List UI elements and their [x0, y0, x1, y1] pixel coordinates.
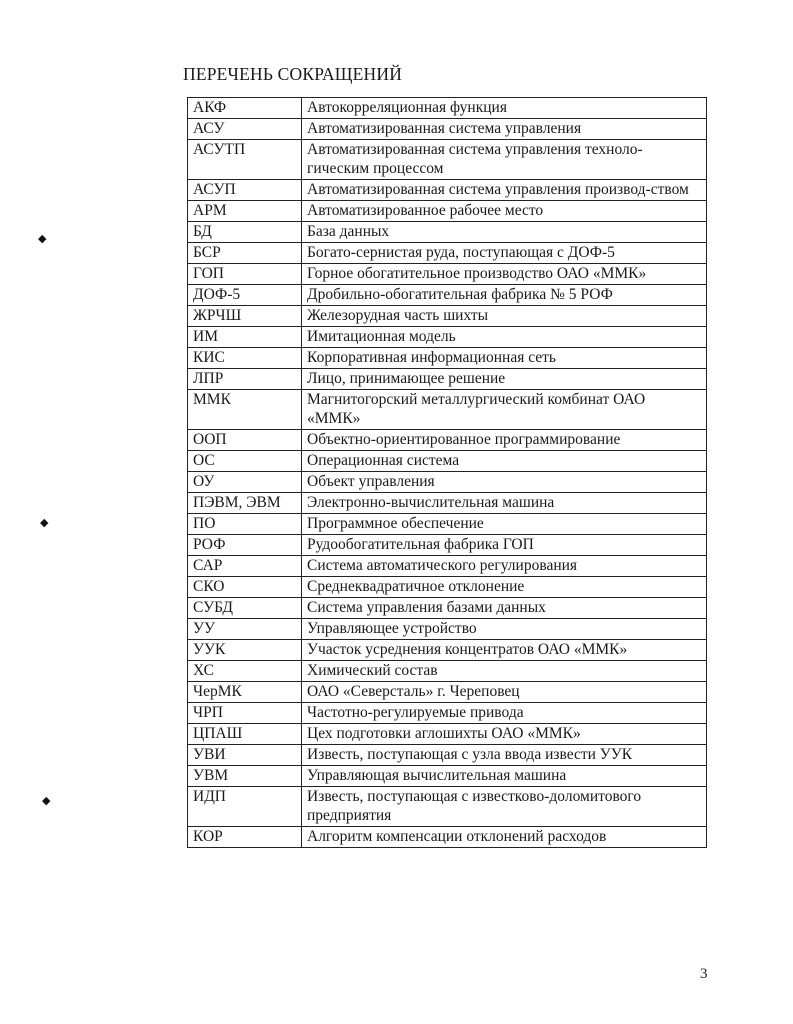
- abbreviation-cell: ОС: [188, 451, 302, 472]
- abbreviation-cell: АРМ: [188, 201, 302, 222]
- abbreviation-cell: УУК: [188, 640, 302, 661]
- table-row: [188, 306, 707, 327]
- abbreviation-cell: АСУТП: [188, 140, 302, 180]
- table-row: [188, 430, 707, 451]
- abbreviation-cell: САР: [188, 556, 302, 577]
- meaning-cell: База данных: [302, 222, 707, 243]
- abbreviation-cell: ИМ: [188, 327, 302, 348]
- meaning-cell: Горное обогатительное производство ОАО «ММК»: [302, 264, 707, 285]
- scan-mark-dot: ◆: [40, 516, 49, 529]
- table-row: [188, 598, 707, 619]
- abbreviation-cell: ЦПАШ: [188, 724, 302, 745]
- abbreviation-cell: УУ: [188, 619, 302, 640]
- meaning-cell: Богато-сернистая руда, поступающая с ДОФ-5: [302, 243, 707, 264]
- meaning-cell: Цех подготовки аглошихты ОАО «ММК»: [302, 724, 707, 745]
- meaning-cell: Автоматизированная система управления: [302, 119, 707, 140]
- meaning-cell: Дробильно-обогатительная фабрика № 5 РОФ: [302, 285, 707, 306]
- meaning-cell: Программное обеспечение: [302, 514, 707, 535]
- table-row: [188, 682, 707, 703]
- abbreviation-cell: ОУ: [188, 472, 302, 493]
- abbreviation-cell: ЧерМК: [188, 682, 302, 703]
- meaning-cell: Электронно-вычислительная машина: [302, 493, 707, 514]
- table-row: [188, 535, 707, 556]
- meaning-cell: Объектно-ориентированное программирование: [302, 430, 707, 451]
- table-row: [188, 619, 707, 640]
- scan-mark-dot: ◆: [38, 232, 47, 245]
- table-row: [188, 827, 707, 848]
- abbreviation-cell: КИС: [188, 348, 302, 369]
- abbreviation-cell: ХС: [188, 661, 302, 682]
- meaning-cell: Магнитогорский металлургический комбинат ОАО «ММК»: [302, 390, 707, 430]
- meaning-cell: Частотно-регулируемые привода: [302, 703, 707, 724]
- meaning-cell: Химический состав: [302, 661, 707, 682]
- abbreviation-cell: СУБД: [188, 598, 302, 619]
- table-row: [188, 556, 707, 577]
- abbreviation-cell: ИДП: [188, 787, 302, 827]
- scan-mark-dot: ◆: [42, 794, 51, 807]
- abbreviation-cell: ПЭВМ, ЭВМ: [188, 493, 302, 514]
- abbreviation-cell: БСР: [188, 243, 302, 264]
- meaning-cell: Автоматизированная система управления техноло-гическим процессом: [302, 140, 707, 180]
- table-row: [188, 390, 707, 430]
- abbreviation-cell: СКО: [188, 577, 302, 598]
- table-row: [188, 745, 707, 766]
- table-row: [188, 222, 707, 243]
- meaning-cell: Рудообогатительная фабрика ГОП: [302, 535, 707, 556]
- table-row: [188, 661, 707, 682]
- meaning-cell: Железорудная часть шихты: [302, 306, 707, 327]
- meaning-cell: Имитационная модель: [302, 327, 707, 348]
- table-row: [188, 766, 707, 787]
- table-row: [188, 724, 707, 745]
- abbreviation-cell: УВМ: [188, 766, 302, 787]
- table-row: [188, 493, 707, 514]
- abbreviation-cell: РОФ: [188, 535, 302, 556]
- table-row: [188, 98, 707, 119]
- abbreviation-cell: ЧРП: [188, 703, 302, 724]
- meaning-cell: Участок усреднения концентратов ОАО «ММК»: [302, 640, 707, 661]
- abbreviation-cell: ММК: [188, 390, 302, 430]
- meaning-cell: Автокорреляционная функция: [302, 98, 707, 119]
- table-row: [188, 201, 707, 222]
- abbreviation-cell: АКФ: [188, 98, 302, 119]
- abbreviation-cell: ДОФ-5: [188, 285, 302, 306]
- meaning-cell: Управляющее устройство: [302, 619, 707, 640]
- table-row: [188, 285, 707, 306]
- meaning-cell: Операционная система: [302, 451, 707, 472]
- meaning-cell: Система автоматического регулирования: [302, 556, 707, 577]
- table-row: [188, 577, 707, 598]
- meaning-cell: Автоматизированное рабочее место: [302, 201, 707, 222]
- page-number: 3: [700, 966, 708, 982]
- abbreviations-table: [187, 97, 707, 848]
- abbreviation-cell: ПО: [188, 514, 302, 535]
- table-row: [188, 119, 707, 140]
- table-row: [188, 451, 707, 472]
- abbreviation-cell: ГОП: [188, 264, 302, 285]
- meaning-cell: Корпоративная информационная сеть: [302, 348, 707, 369]
- abbreviation-cell: ЖРЧШ: [188, 306, 302, 327]
- abbreviation-cell: АСУП: [188, 180, 302, 201]
- table-row: [188, 640, 707, 661]
- table-row: [188, 348, 707, 369]
- meaning-cell: ОАО «Северсталь» г. Череповец: [302, 682, 707, 703]
- table-row: [188, 703, 707, 724]
- meaning-cell: Среднеквадратичное отклонение: [302, 577, 707, 598]
- abbreviations-table-body: [188, 98, 707, 848]
- abbreviation-cell: ООП: [188, 430, 302, 451]
- table-row: [188, 327, 707, 348]
- table-row: [188, 472, 707, 493]
- meaning-cell: Автоматизированная система управления производ-ством: [302, 180, 707, 201]
- meaning-cell: Лицо, принимающее решение: [302, 369, 707, 390]
- abbreviation-cell: КОР: [188, 827, 302, 848]
- table-row: [188, 369, 707, 390]
- meaning-cell: Известь, поступающая с известково-доломитового предприятия: [302, 787, 707, 827]
- abbreviation-cell: БД: [188, 222, 302, 243]
- page-title: ПЕРЕЧЕНЬ СОКРАЩЕНИЙ: [183, 64, 403, 84]
- meaning-cell: Система управления базами данных: [302, 598, 707, 619]
- meaning-cell: Управляющая вычислительная машина: [302, 766, 707, 787]
- meaning-cell: Объект управления: [302, 472, 707, 493]
- table-row: [188, 787, 707, 827]
- table-row: [188, 180, 707, 201]
- abbreviation-cell: АСУ: [188, 119, 302, 140]
- table-row: [188, 243, 707, 264]
- table-row: [188, 514, 707, 535]
- meaning-cell: Алгоритм компенсации отклонений расходов: [302, 827, 707, 848]
- table-row: [188, 140, 707, 180]
- abbreviation-cell: ЛПР: [188, 369, 302, 390]
- meaning-cell: Известь, поступающая с узла ввода извести УУК: [302, 745, 707, 766]
- abbreviation-cell: УВИ: [188, 745, 302, 766]
- table-row: [188, 264, 707, 285]
